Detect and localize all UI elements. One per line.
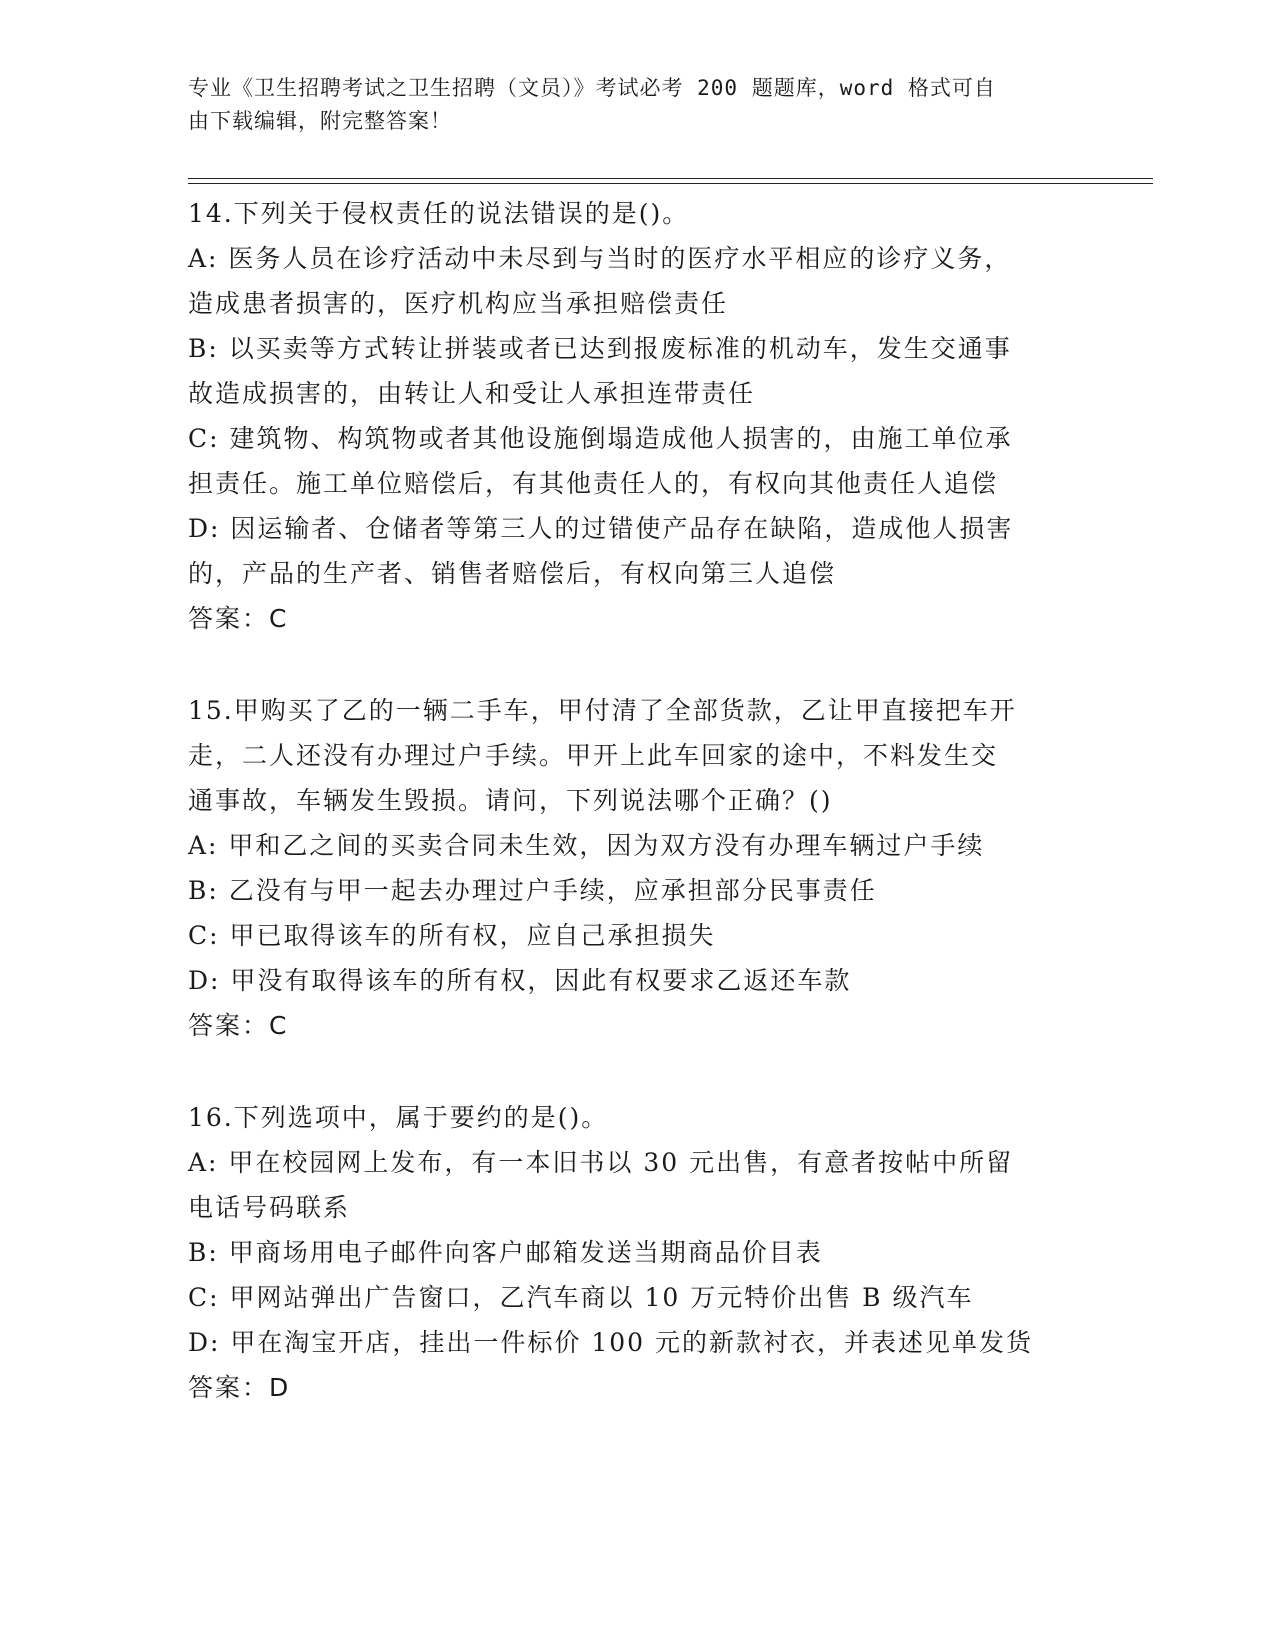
answer: 答案：D [188, 1373, 291, 1402]
header-divider [188, 183, 1153, 184]
question-spacer [188, 1048, 1078, 1095]
header-divider [188, 178, 1153, 179]
question-stem: 14.下列关于侵权责任的说法错误的是()。 [188, 199, 690, 228]
option-b: B: 乙没有与甲一起去办理过户手续，应承担部分民事责任 [188, 876, 877, 905]
option-d: D: 因运输者、仓储者等第三人的过错使产品存在缺陷，造成他人损害 [188, 514, 1014, 543]
question-14 [188, 191, 1078, 641]
option-c: C: 甲已取得该车的所有权，应自己承担损失 [188, 921, 716, 950]
document-header [188, 72, 1068, 138]
question-list [188, 191, 1078, 1410]
option-a-cont: 造成患者损害的，医疗机构应当承担赔偿责任 [188, 289, 729, 318]
option-d: D: 甲在淘宝开店，挂出一件标价 100 元的新款衬衣，并表述见单发货 [188, 1328, 1034, 1357]
option-a: A: 医务人员在诊疗活动中未尽到与当时的医疗水平相应的诊疗义务， [188, 244, 1012, 273]
option-d-cont: 的，产品的生产者、销售者赔偿后，有权向第三人追偿 [188, 559, 837, 588]
option-d: D: 甲没有取得该车的所有权，因此有权要求乙返还车款 [188, 966, 852, 995]
question-stem: 15.甲购买了乙的一辆二手车，甲付清了全部货款，乙让甲直接把车开 [188, 696, 1017, 725]
option-a: A: 甲在校园网上发布，有一本旧书以 30 元出售，有意者按帖中所留 [188, 1148, 1014, 1177]
question-stem: 16.下列选项中，属于要约的是()。 [188, 1103, 609, 1132]
question-stem-cont: 走，二人还没有办理过户手续。甲开上此车回家的途中，不料发生交 [188, 741, 999, 770]
question-15 [188, 688, 1078, 1048]
option-a: A: 甲和乙之间的买卖合同未生效，因为双方没有办理车辆过户手续 [188, 831, 985, 860]
option-b: B: 甲商场用电子邮件向客户邮箱发送当期商品价目表 [188, 1238, 823, 1267]
option-b-cont: 故造成损害的，由转让人和受让人承担连带责任 [188, 379, 756, 408]
question-stem-cont: 通事故，车辆发生毁损。请问，下列说法哪个正确？() [188, 786, 833, 815]
option-b: B: 以买卖等方式转让拼装或者已达到报废标准的机动车，发生交通事 [188, 334, 1012, 363]
answer: 答案：C [188, 1011, 289, 1040]
option-c: C: 甲网站弹出广告窗口，乙汽车商以 10 万元特价出售 B 级汽车 [188, 1283, 974, 1312]
option-c-cont: 担责任。施工单位赔偿后，有其他责任人的，有权向其他责任人追偿 [188, 469, 999, 498]
option-a-cont: 电话号码联系 [188, 1193, 351, 1222]
question-16 [188, 1095, 1078, 1410]
option-c: C: 建筑物、构筑物或者其他设施倒塌造成他人损害的，由施工单位承 [188, 424, 1013, 453]
header-line: 专业《卫生招聘考试之卫生招聘（文员）》考试必考 200 题题库，word 格式可自 [188, 76, 996, 100]
question-spacer [188, 641, 1078, 688]
header-line: 由下载编辑，附完整答案！ [188, 109, 452, 133]
answer: 答案：C [188, 604, 289, 633]
